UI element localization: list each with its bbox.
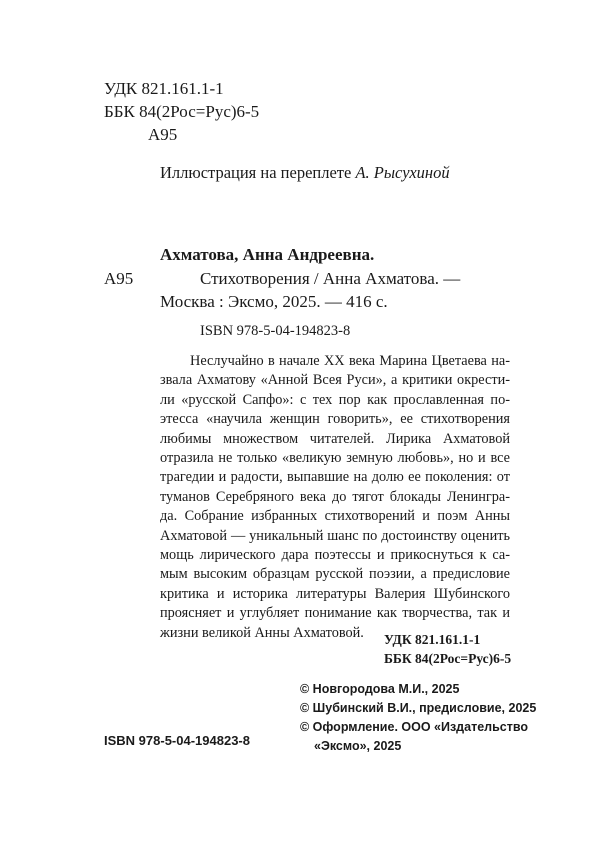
illustration-credit-prefix: Иллюстрация на переплете — [160, 163, 356, 182]
publication-info: Москва : Эксмо, 2025. — 416 с. — [160, 292, 388, 311]
annotation-line: ли «русской Сапфо»: с тех пор как прославленная по- — [160, 391, 510, 408]
book-author: Ахматова, Анна Андреевна. — [160, 245, 375, 264]
annotation-line: критика и историка литературы Валерия Шубинского — [160, 585, 510, 602]
annotation-line: любимы множеством читателей. Лирика Ахматовой — [160, 430, 510, 447]
annotation-line: отразила не только «великую земную любовь», но и все — [160, 450, 510, 467]
udk-code-bottom: УДК 821.161.1-1 — [384, 632, 481, 647]
illustration-credit — [160, 163, 450, 183]
copyright-line: © Новгородова М.И., 2025 — [300, 682, 460, 696]
annotation-line: туманов Серебряного века до тягот блокады Ленингра- — [160, 488, 510, 505]
annotation-line: трагедии и радости, выпавшие на долю ее поколения: от — [160, 469, 510, 486]
copyright-line: «Эксмо», 2025 — [314, 739, 402, 753]
copyright-line: © Оформление. ООО «Издательство — [300, 720, 528, 734]
illustration-artist: А. Рысухиной — [355, 163, 450, 182]
annotation-line: жизни великой Анны Ахматовой. — [160, 624, 364, 641]
bbk-code-bottom: ББК 84(2Рос=Рус)6-5 — [384, 651, 512, 666]
annotation-line: звала Ахматову «Анной Всея Руси», а критики окрести- — [160, 372, 510, 389]
annotation-line: мым высоким образцам русской поэзии, а предисловие — [160, 566, 510, 583]
isbn-bottom: ISBN 978-5-04-194823-8 — [104, 733, 250, 748]
annotation-line: этесса «научила женщин говорить», ее стихотворения — [160, 411, 510, 428]
annotation-line: Неслучайно в начале XX века Марина Цветаева на- — [190, 353, 510, 369]
annotation-line: Ахматовой — уникальный шанс по достоинству оценить — [160, 527, 510, 544]
annotation-line: мощь лирического дара поэтессы и прикоснуться к са- — [160, 547, 510, 564]
annotation-line: проясняет и углубляет понимание как творчества, так и — [160, 605, 510, 622]
isbn-top: ISBN 978-5-04-194823-8 — [200, 323, 351, 339]
copyright-line: © Шубинский В.И., предисловие, 2025 — [300, 701, 537, 715]
annotation — [160, 352, 510, 643]
udk-code: УДК 821.161.1-1 — [104, 79, 224, 98]
annotation-line: да. Собрание избранных стихотворений и поэм Анны — [160, 508, 510, 525]
book-title-line: Стихотворения / Анна Ахматова. — — [200, 269, 461, 288]
author-mark-side: А95 — [104, 269, 134, 288]
bbk-code: ББК 84(2Рос=Рус)6-5 — [104, 102, 260, 121]
author-mark: А95 — [148, 125, 178, 144]
